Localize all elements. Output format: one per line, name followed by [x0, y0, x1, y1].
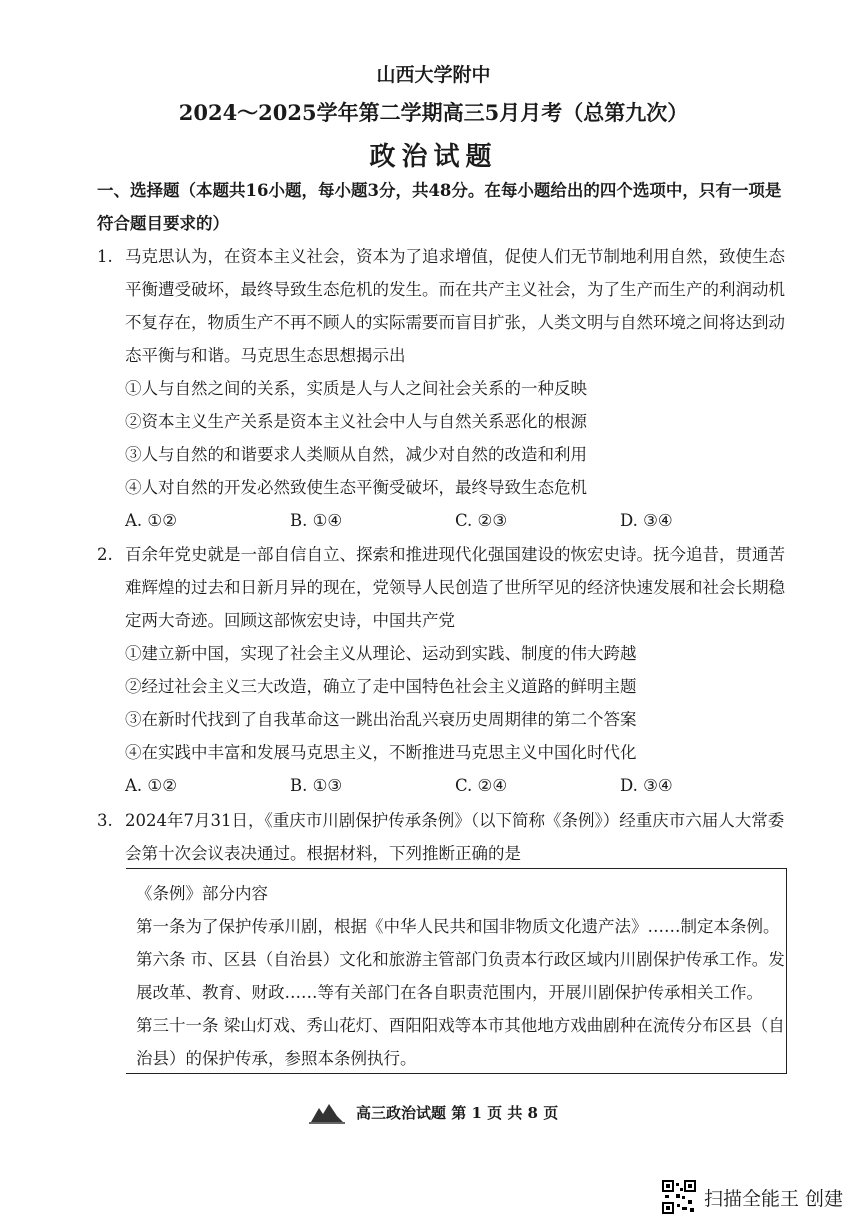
statement: ①建立新中国，实现了社会主义从理论、运动到实践、制度的伟大跨越 — [125, 644, 637, 663]
question-2 — [97, 538, 797, 802]
exam-title: 2024～2025学年第二学期高三5月月考（总第九次） — [178, 100, 689, 125]
question-3 — [97, 804, 797, 870]
option-c: C. ②④ — [455, 776, 508, 795]
statement: ①人与自然之间的关系，实质是人与人之间社会关系的一种反映 — [125, 379, 587, 398]
question-stem: 百余年党史就是一部自信自立、探索和推进现代化强国建设的恢宏史诗。抚今追昔，贯通苦难辉煌的过去和日新月异的现在，党领导人民创造了世所罕见的经济快速发展和社会长期稳定两大奇迹。回顾这部恢宏史诗，中国共产党 — [125, 545, 785, 630]
question-stem: 马克思认为，在资本主义社会，资本为了追求增值，促使人们无节制地利用自然，致使生态平衡遭受破坏，最终导致生态危机的发生。而在共产主义社会，为了生产而生产的利润动机不复存在，物质生产不再不顾人的实际需要而盲目扩张，人类文明与自然环境之间将达到动态平衡与和谐。马克思生态思想揭示出 — [125, 247, 785, 365]
options-row — [125, 504, 797, 537]
mountain-logo-icon — [309, 1100, 345, 1128]
question-number: 1. — [97, 247, 113, 266]
statement: ④在实践中丰富和发展马克思主义，不断推进马克思主义中国化时代化 — [125, 743, 637, 762]
statement: ③在新时代找到了自我革命这一跳出治乱兴衰历史周期律的第二个答案 — [125, 710, 637, 729]
question-1 — [97, 240, 797, 537]
section-heading: 一、选择题（本题共16小题，每小题3分，共48分。在每小题给出的四个选项中，只有一项是符合题目要求的） — [97, 181, 782, 233]
material-title: 《条例》部分内容 — [136, 884, 268, 903]
option-b: B. ①③ — [290, 776, 343, 795]
scanner-watermark-text: 扫描全能王 创建 — [703, 1187, 843, 1210]
option-c: C. ②③ — [455, 511, 508, 530]
qr-code-icon — [662, 1180, 696, 1214]
page-footer — [0, 1100, 867, 1128]
material-line: 展改革、教育、财政……等有关部门在各自职责范围内，开展川剧保护传承相关工作。 — [136, 983, 763, 1002]
statement: ④人对自然的开发必然致使生态平衡受破坏，最终导致生态危机 — [125, 478, 587, 497]
school-name: 山西大学附中 — [376, 64, 491, 86]
option-d: D. ③④ — [620, 511, 673, 530]
question-stem: 2024年7月31日，《重庆市川剧保护传承条例》（以下简称《条例》）经重庆市六届人大常委会第十次会议表决通过。根据材料，下列推断正确的是 — [125, 811, 785, 863]
question-number: 2. — [97, 545, 113, 564]
statement: ②资本主义生产关系是资本主义社会中人与自然关系恶化的根源 — [125, 412, 587, 431]
option-b: B. ①④ — [290, 511, 343, 530]
question-number: 3. — [97, 811, 113, 830]
material-line: 第六条 市、区县（自治县）文化和旅游主管部门负责本行政区域内川剧保护传承工作。发 — [136, 950, 785, 969]
material-box — [126, 868, 787, 1074]
options-row — [125, 769, 797, 802]
subject-title: 政治试题 — [369, 142, 498, 172]
scanner-watermark — [662, 1180, 843, 1214]
statement: ②经过社会主义三大改造，确立了走中国特色社会主义道路的鲜明主题 — [125, 677, 637, 696]
statement: ③人与自然的和谐要求人类顺从自然，减少对自然的改造和利用 — [125, 445, 587, 464]
footer-text: 高三政治试题 第 1 页 共 8 页 — [356, 1104, 559, 1122]
option-d: D. ③④ — [620, 776, 673, 795]
option-a: A. ①② — [125, 511, 177, 530]
material-line: 治县）的保护传承，参照本条例执行。 — [136, 1049, 417, 1068]
material-line: 第一条为了保护传承川剧，根据《中华人民共和国非物质文化遗产法》……制定本条例。 — [136, 917, 780, 936]
material-line: 第三十一条 梁山灯戏、秀山花灯、酉阳阳戏等本市其他地方戏曲剧种在流传分布区县（自 — [136, 1016, 785, 1035]
option-a: A. ①② — [125, 776, 177, 795]
